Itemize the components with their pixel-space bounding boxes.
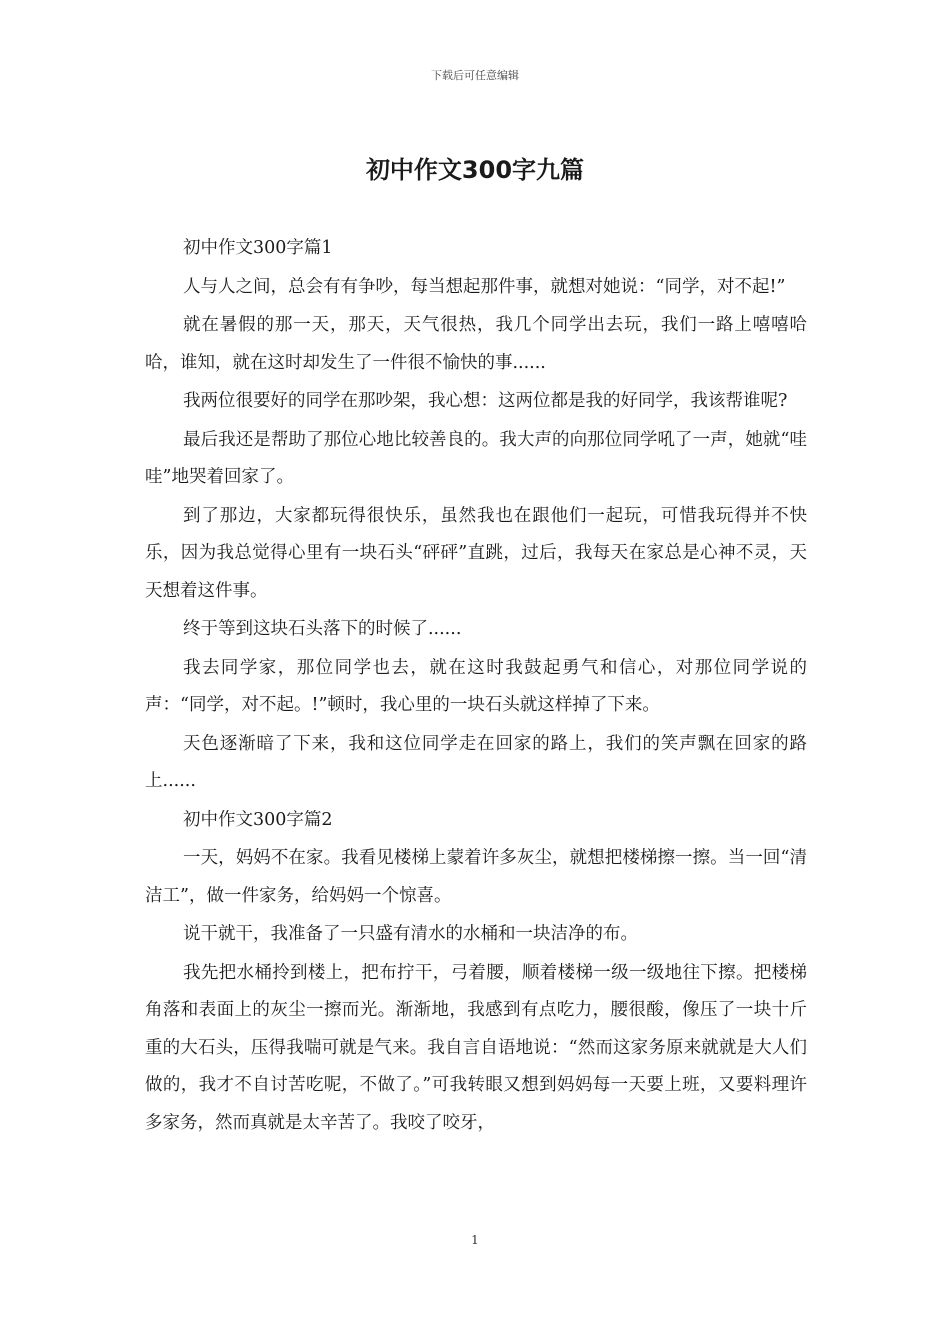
paragraph: 就在暑假的那一天，那天，天气很热，我几个同学出去玩，我们一路上嘻嘻哈哈，谁知，就在这时却发生了一件很不愉快的事...... [145, 315, 807, 373]
section-heading: 初中作文300字篇2 [183, 809, 333, 830]
paragraph: 终于等到这块石头落下的时候了...... [183, 619, 462, 639]
paragraph: 我两位很要好的同学在那吵架，我心想：这两位都是我的好同学，我该帮谁呢? [183, 391, 788, 411]
document-title: 初中作文300字九篇 [365, 156, 585, 184]
page-number: 1 [471, 1233, 479, 1247]
paragraph: 我去同学家，那位同学也去，就在这时我鼓起勇气和信心，对那位同学说的声：“同学，对不起。!”顿时，我心里的一块石头就这样掉了下来。 [145, 657, 807, 715]
paragraph: 一天，妈妈不在家。我看见楼梯上蒙着许多灰尘，就想把楼梯擦一擦。当一回“清洁工”，做一件家务，给妈妈一个惊喜。 [145, 848, 807, 906]
paragraph: 我先把水桶拎到楼上，把布拧干，弓着腰，顺着楼梯一级一级地往下擦。把楼梯角落和表面上的灰尘一擦而光。渐渐地，我感到有点吃力，腰很酸，像压了一块十斤重的大石头，压得我喘可就是气来。我自言自语地说：“然而这家务原来就就是大人们做的，我才不自讨苦吃呢，不做了。”可我转眼又想到妈妈每一天要上班，又要料理许多家务，然而真就是太辛苦了。我咬了咬牙， [145, 962, 807, 1133]
paragraph: 最后我还是帮助了那位心地比较善良的。我大声的向那位同学吼了一声，她就“哇哇”地哭着回家了。 [145, 429, 807, 487]
paragraph: 说干就干，我准备了一只盛有清水的水桶和一块洁净的布。 [183, 924, 638, 944]
section-heading: 初中作文300字篇1 [183, 238, 333, 258]
paragraph: 到了那边，大家都玩得很快乐，虽然我也在跟他们一起玩，可惜我玩得并不快乐，因为我总觉得心里有一块石头“砰砰”直跳，过后，我每天在家总是心神不灵，天天想着这件事。 [145, 505, 807, 601]
header-note: 下载后可任意编辑 [431, 69, 519, 82]
document-body [145, 230, 807, 1143]
paragraph: 人与人之间，总会有有争吵，每当想起那件事，就想对她说：“同学，对不起!” [183, 276, 786, 297]
paragraph: 天色逐渐暗了下来，我和这位同学走在回家的路上，我们的笑声飘在回家的路上...... [145, 733, 807, 791]
